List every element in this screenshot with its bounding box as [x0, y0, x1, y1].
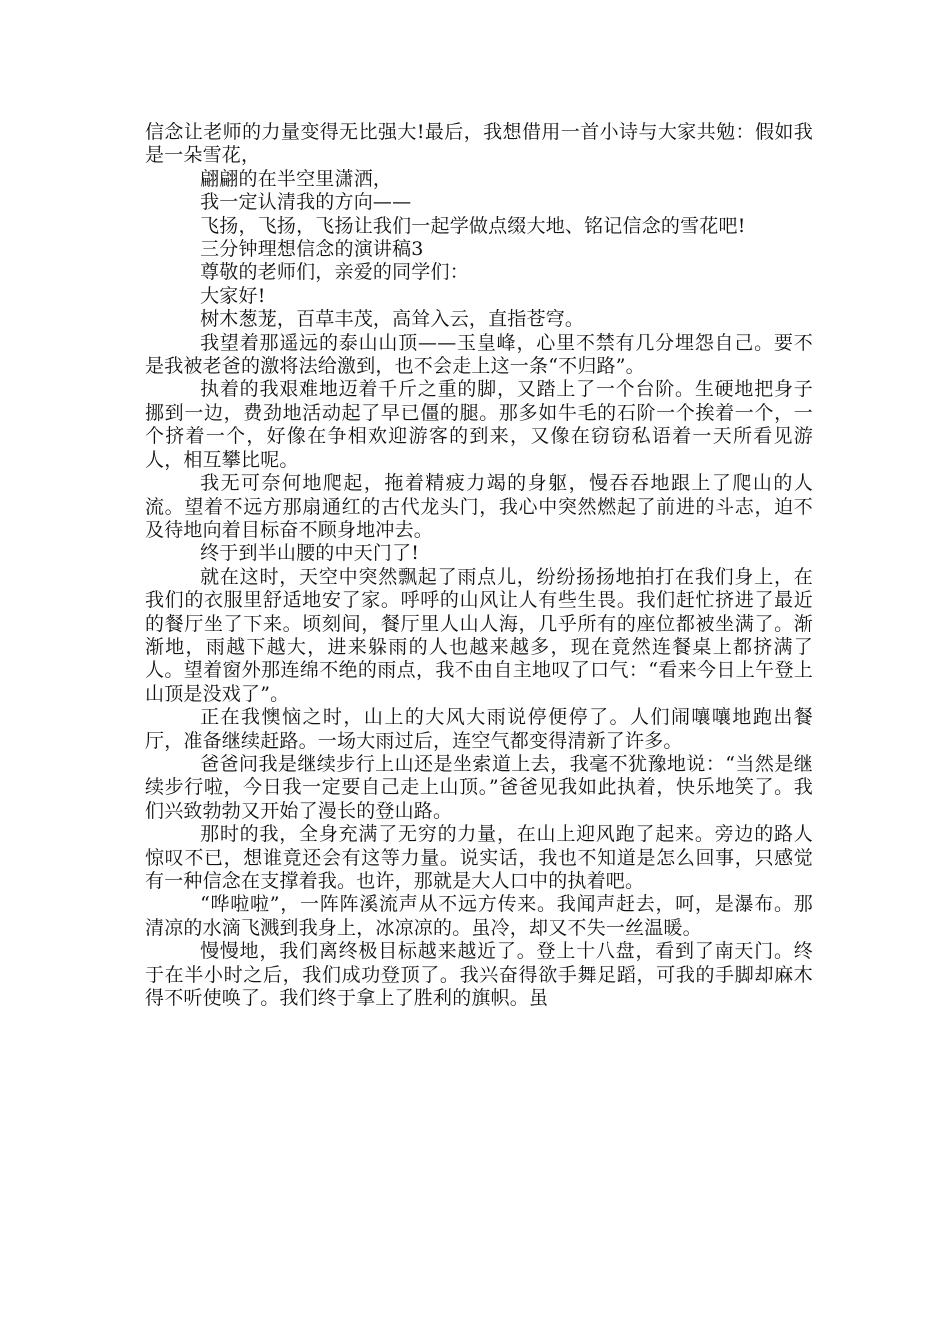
paragraph: 那时的我，全身充满了无穷的力量，在山上迎风跑了起来。旁边的路人惊叹不已，想谁竟还会有这等力量。说实话，我也不知道是怎么回事，只感觉有一种信念在支撑着我。也许，那就是大人口中的执着吧。 [145, 823, 813, 892]
poem-line: 翩翩的在半空里潇洒， [200, 167, 393, 190]
poem-line: 我一定认清我的方向—— [200, 191, 412, 214]
paragraph: 我无可奈何地爬起，拖着精疲力竭的身躯，慢吞吞地跟上了爬山的人流。望着不远方那扇通红的古代龙头门，我心中突然燃起了前进的斗志，迫不及待地向着目标奋不顾身地冲去。 [145, 472, 813, 541]
section-title: 三分钟理想信念的演讲稿3 [200, 238, 424, 261]
paragraph: 终于到半山腰的中天门了! [200, 542, 420, 565]
paragraph: 信念让老师的力量变得无比强大!最后，我想借用一首小诗与大家共勉：假如我是一朵雪花， [145, 121, 813, 167]
paragraph: 树木葱茏，百草丰茂，高耸入云，直指苍穹。 [200, 308, 585, 331]
paragraph: 爸爸问我是继续步行上山还是坐索道上去，我毫不犹豫地说：“当然是继续步行啦，今日我一定要自己走上山顶。”爸爸见我如此执着，快乐地笑了。我们兴致勃勃又开始了漫长的登山路。 [145, 752, 813, 822]
paragraph: 正在我懊恼之时，山上的大风大雨说停便停了。人们闹嚷嚷地跑出餐厅，准备继续赶路。一场大雨过后，连空气都变得清新了许多。 [145, 706, 813, 752]
salutation: 尊敬的老师们，亲爱的同学们： [200, 261, 469, 284]
document-body [145, 121, 813, 1010]
paragraph: 慢慢地，我们离终极目标越来越近了。登上十八盘，看到了南天门。终于在半小时之后，我们成功登顶了。我兴奋得欲手舞足蹈，可我的手脚却麻木得不听使唤了。我们终于拿上了胜利的旗帜。虽 [145, 940, 813, 1010]
paragraph: 就在这时，天空中突然飘起了雨点儿，纷纷扬扬地拍打在我们身上，在我们的衣服里舒适地安了家。呼呼的山风让人有些生畏。我们赶忙挤进了最近的餐厅坐了下来。顷刻间，餐厅里人山人海，几乎所有的座位都被坐满了。渐渐地，雨越下越大，进来躲雨的人也越来越多，现在竟然连餐桌上都挤满了人。望着窗外那连绵不绝的雨点，我不由自主地叹了口气：“看来今日上午登上山顶是没戏了”。 [145, 565, 813, 705]
paragraph: “哗啦啦”，一阵阵溪流声从不远方传来。我闻声赶去，呵，是瀑布。那清凉的水滴飞溅到我身上，冰凉凉的。虽冷，却又不失一丝温暖。 [145, 893, 813, 939]
poem-line: 飞扬，飞扬，飞扬让我们一起学做点缀大地、铭记信念的雪花吧! [200, 214, 746, 237]
paragraph: 我望着那遥远的泰山山顶——玉皇峰，心里不禁有几分埋怨自己。要不是我被老爸的激将法给激到，也不会走上这一条“不归路”。 [145, 331, 813, 378]
greeting: 大家好! [200, 284, 266, 307]
paragraph: 执着的我艰难地迈着千斤之重的脚，又踏上了一个台阶。生硬地把身子挪到一边，费劲地活动起了早已僵的腿。那多如牛毛的石阶一个挨着一个，一个挤着一个，好像在争相欢迎游客的到来，又像在窃窃私语着一天所看见游人，相互攀比呢。 [145, 378, 813, 471]
